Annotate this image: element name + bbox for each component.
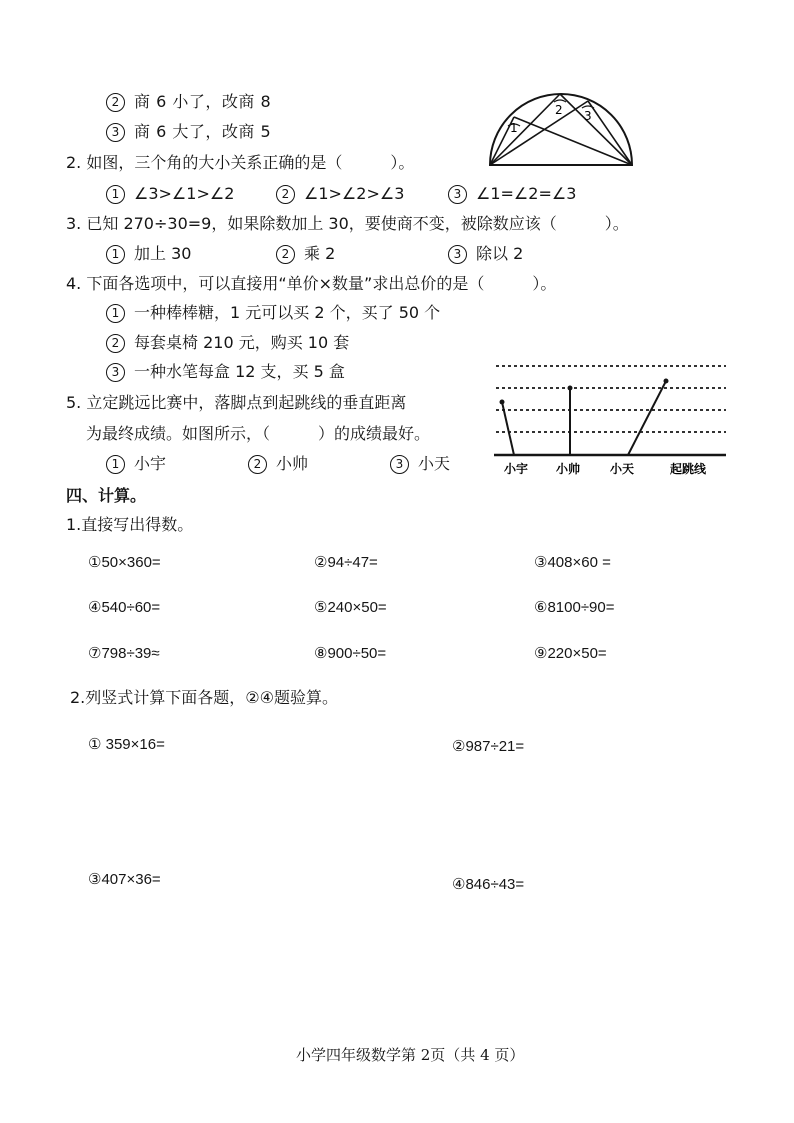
angle-label-3: 3	[584, 109, 592, 123]
vertical-calc-item: ③407×36=	[88, 871, 161, 888]
vertical-calc-item: ④846÷43=	[452, 876, 525, 893]
calc-item: ⑥8100÷90=	[534, 599, 615, 616]
part2-title: 2.列竖式计算下面各题，②④题验算。	[70, 688, 338, 707]
label-start-line: 起跳线	[670, 462, 707, 476]
q5-option-1: 1 小宇	[106, 454, 166, 474]
q2-option-1: 1 ∠3>∠1>∠2	[106, 184, 234, 204]
calc-item: ②94÷47=	[314, 554, 378, 571]
page-footer: 小学四年级数学第 2页（共 4 页）	[296, 1046, 525, 1064]
q1-option-3: 3 商 6 大了，改商 5	[106, 122, 271, 142]
q4-option-1: 1 一种棒棒糖，1 元可以买 2 个，买了 50 个	[106, 303, 440, 323]
part1-title: 1.直接写出得数。	[66, 515, 194, 534]
long-jump-figure	[490, 360, 730, 480]
q1-option-2: 2 商 6 小了，改商 8	[106, 92, 271, 112]
q4-option-3: 3 一种水笔每盒 12 支，买 5 盒	[106, 362, 345, 382]
calc-item: ⑨220×50=	[534, 645, 607, 662]
label-xiaotian: 小天	[610, 462, 635, 476]
calc-item: ③408×60 =	[534, 554, 611, 571]
section-title: 四、计算。	[66, 486, 147, 505]
q5-option-2: 2 小帅	[248, 454, 308, 474]
q3-option-1: 1 加上 30	[106, 244, 191, 264]
q2-option-2: 2 ∠1>∠2>∠3	[276, 184, 404, 204]
q5-option-3: 3 小天	[390, 454, 450, 474]
angle-label-1: 1	[510, 121, 518, 135]
q3-option-2: 2 乘 2	[276, 244, 335, 264]
angle-label-2: 2	[555, 103, 563, 117]
vertical-calc-item: ① 359×16=	[88, 736, 165, 753]
q3-option-3: 3 除以 2	[448, 244, 523, 264]
calc-item: ①50×360=	[88, 554, 161, 571]
calc-item: ④540÷60=	[88, 599, 161, 616]
vertical-calc-item: ②987÷21=	[452, 738, 525, 755]
calc-item: ⑦798÷39≈	[88, 645, 160, 662]
q2-option-3: 3 ∠1=∠2=∠3	[448, 184, 576, 204]
calc-item: ⑤240×50=	[314, 599, 387, 616]
q4-option-2: 2 每套桌椅 210 元，购买 10 套	[106, 333, 349, 353]
angle-figure	[486, 90, 636, 170]
calc-item: ⑧900÷50=	[314, 645, 387, 662]
q5-question-line2: 为最终成绩。如图所示，（ ）的成绩最好。	[86, 424, 431, 443]
label-xiaoyu: 小宇	[504, 462, 529, 476]
q2-question: 2. 如图，三个角的大小关系正确的是（ ）。	[66, 153, 415, 172]
q3-question: 3. 已知 270÷30=9，如果除数加上 30，要使商不变，被除数应该（ ）。	[66, 214, 629, 233]
q5-question-line1: 5. 立定跳远比赛中，落脚点到起跳线的垂直距离	[66, 393, 407, 412]
label-xiaoshuai: 小帅	[556, 462, 581, 476]
q4-question: 4. 下面各选项中，可以直接用“单价×数量”求出总价的是（ ）。	[66, 274, 557, 293]
